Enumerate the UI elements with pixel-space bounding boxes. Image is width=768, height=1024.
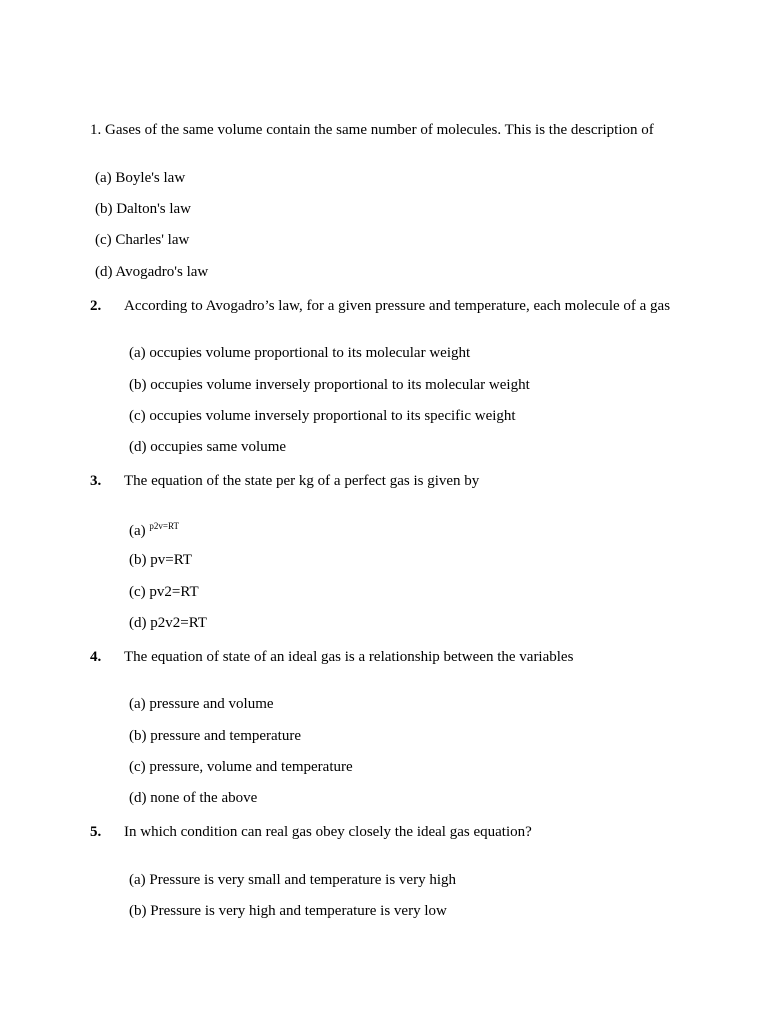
question-3-text: The equation of the state per kg of a perfect gas is given by: [124, 473, 480, 489]
question-5-option-b: (b) Pressure is very high and temperature is very low: [129, 903, 447, 919]
question-2-option-a: (a) occupies volume proportional to its molecular weight: [129, 345, 471, 361]
question-4-text: The equation of state of an ideal gas is a relationship between the variables: [124, 649, 574, 665]
question-3-option-c: (c) pv2=RT: [129, 584, 199, 600]
question-2-option-d: (d) occupies same volume: [129, 439, 287, 455]
question-1-option-d: (d) Avogadro's law: [95, 264, 209, 280]
question-3-option-b: (b) pv=RT: [129, 552, 192, 568]
question-4-option-c: (c) pressure, volume and temperature: [129, 759, 353, 775]
question-4-number: 4.: [90, 649, 102, 665]
question-1-text: 1. Gases of the same volume contain the same number of molecules. This is the description of: [90, 122, 654, 138]
question-1-option-c: (c) Charles' law: [95, 232, 190, 248]
question-5-option-a: (a) Pressure is very small and temperature is very high: [129, 872, 456, 888]
question-3-number: 3.: [90, 473, 102, 489]
question-1-option-b: (b) Dalton's law: [95, 201, 192, 217]
question-3-option-a-value: p2v=RT: [149, 521, 179, 531]
question-2-option-c: (c) occupies volume inversely proportional to its specific weight: [129, 408, 516, 424]
question-4-option-a: (a) pressure and volume: [129, 696, 274, 712]
question-5-number: 5.: [90, 824, 102, 840]
question-5-text: In which condition can real gas obey closely the ideal gas equation?: [124, 824, 532, 840]
question-3-option-d: (d) p2v2=RT: [129, 615, 207, 631]
question-4-option-b: (b) pressure and temperature: [129, 728, 302, 744]
question-1-option-a: (a) Boyle's law: [95, 170, 186, 186]
question-2-text: According to Avogadro’s law, for a given pressure and temperature, each molecule of a gas: [124, 298, 671, 314]
question-3-option-a-label: (a): [129, 523, 146, 539]
question-4-option-d: (d) none of the above: [129, 790, 258, 806]
question-2-number: 2.: [90, 298, 102, 314]
question-3-option-a: [129, 521, 179, 540]
question-2-option-b: (b) occupies volume inversely proportional to its molecular weight: [129, 377, 530, 393]
